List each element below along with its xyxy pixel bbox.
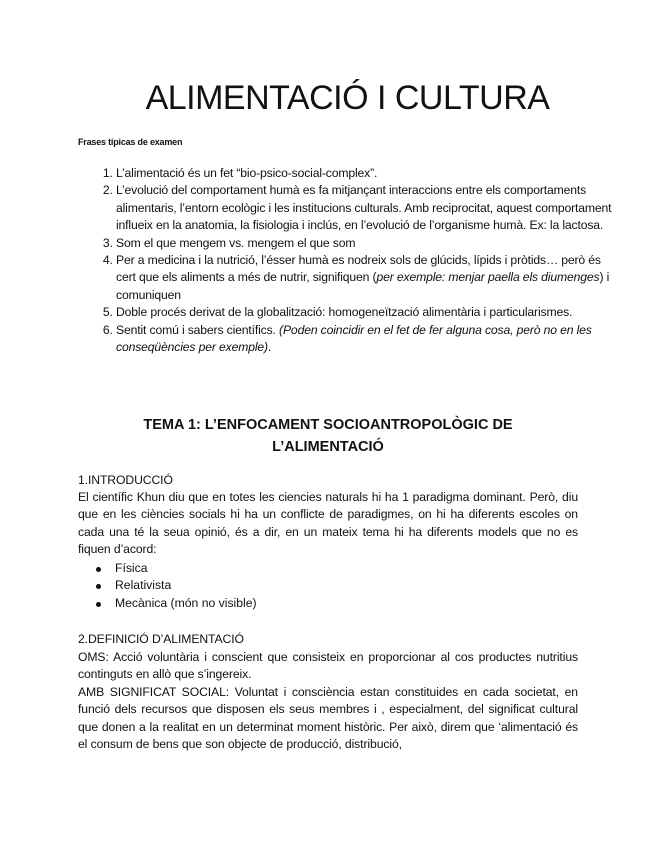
list-item: 4. Per a medicina i la nutrició, l’ésser humà es nodreix sols de glúcids, lípids i pròtids… però és cert que els aliments a més de nutrir, signifiquen (per exemple: menjar paella els diumenges) i comuniquen xyxy=(116,252,618,304)
models-list xyxy=(78,560,595,612)
document-title: ALIMENTACIÓ I CULTURA xyxy=(145,79,550,117)
bullet-icon xyxy=(96,584,101,589)
subtitle: Frases típicas de examen xyxy=(78,137,183,147)
bullet-icon xyxy=(96,602,101,607)
list-item: Relativista xyxy=(115,577,595,594)
list-item: 6. Sentit comú i sabers científics. (Poden coincidir en el fet de fer alguna cosa, però no en les conseqüències per exemple). xyxy=(116,322,618,357)
list-item: 2. L’evolució del comportament humà es fa mitjançant interaccions entre els comportaments alimentaris, l’entorn ecològic i les institucions culturals. Amb reciprocitat, aquest comportament influeix en la anatomia, la fisiologia i inclús, en l’evolució de l’organisme humà. Ex: la lactosa. xyxy=(116,182,618,234)
bullet-icon xyxy=(96,567,101,572)
exam-phrases-list xyxy=(78,165,618,356)
list-item: 3. Som el que mengem vs. mengem el que som xyxy=(116,235,618,252)
definition-heading: 2.DEFINICIÓ D’ALIMENTACIÓ xyxy=(78,632,244,646)
oms-definition: OMS: Acció voluntària i conscient que consisteix en proporcionar al cos productes nutritius continguts en allò que s’ingereix. xyxy=(78,650,578,682)
list-item: Mecànica (món no visible) xyxy=(115,595,595,612)
list-item: 5. Doble procés derivat de la globalització: homogeneïtzació alimentària i particularismes. xyxy=(116,304,618,321)
intro-heading: 1.INTRODUCCIÓ xyxy=(78,473,173,487)
social-definition: AMB SIGNIFICAT SOCIAL: Voluntat i consciència estan constituides en cada societat, en funció dels recursos que disposen els seus membres i , especialment, del significat cultural que donen a la realitat en un determinat moment històric. Per això, direm que ‘alimentació és el consum de bens que son objecte de producció, distribució, xyxy=(78,685,578,752)
list-item: 1. L’alimentació és un fet “bio-psico-social-complex”. xyxy=(116,165,618,182)
intro-paragraph: El científic Khun diu que en totes les ciencies naturals hi ha 1 paradigma dominant. Però, diu que en les ciències socials hi ha un conflicte de paradigmes, on hi ha diferents escoles on cada una té la seua opinió, és a dir, en un mateix tema hi ha diferents models que no es fiquen d’acord: xyxy=(78,490,578,557)
section-heading-tema1: TEMA 1: L’ENFOCAMENT SOCIOANTROPOLÒGIC DE L’ALIMENTACIÓ xyxy=(143,417,513,455)
list-item: Física xyxy=(115,560,595,577)
